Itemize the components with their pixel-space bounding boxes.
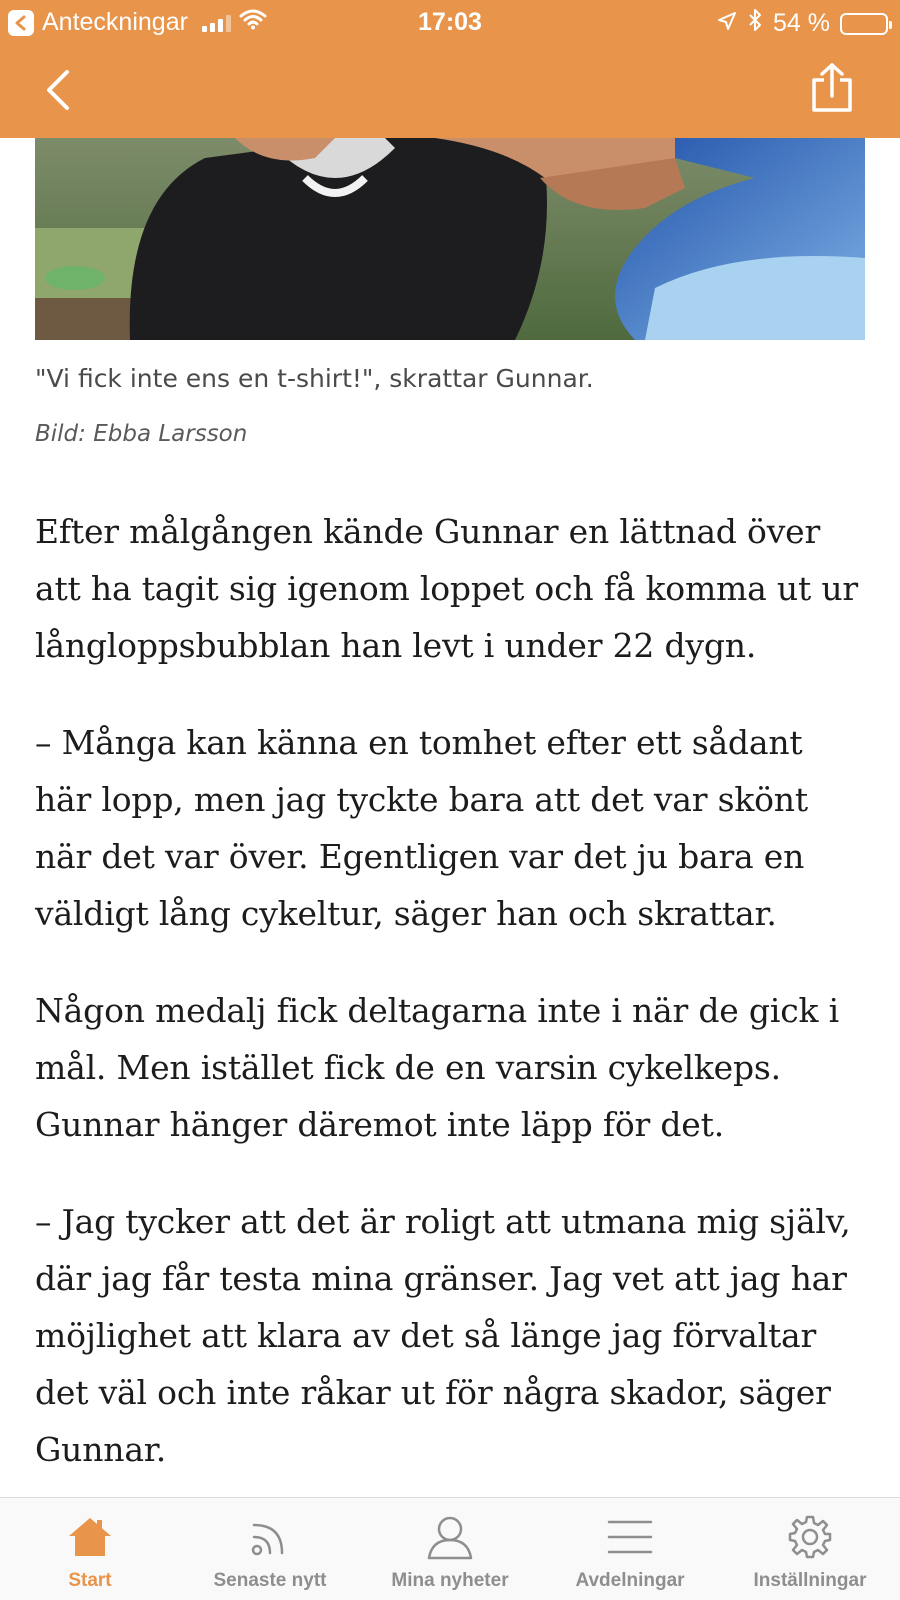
article-paragraph: – Jag tycker att det är roligt att utmana mig själv, där jag får testa mina gränser. Jag vet att jag har möjlighet att klara av det så länge jag förvaltar det väl och inte råkar ut för några skador, säger Gunnar.	[35, 1202, 851, 1469]
share-button[interactable]	[804, 58, 860, 118]
location-icon	[717, 9, 737, 38]
tab-start[interactable]	[0, 1498, 180, 1600]
home-icon	[67, 1512, 113, 1562]
photo-caption: "Vi fick inte ens en t-shirt!", skrattar Gunnar.	[35, 364, 594, 393]
back-app-label: Anteckningar	[42, 8, 188, 36]
tab-label: Mina nyheter	[391, 1570, 509, 1591]
back-button[interactable]	[36, 62, 80, 118]
tab-bar	[0, 1497, 900, 1600]
article-paragraph: – Många kan känna en tomhet efter ett sådant här lopp, men jag tyckte bara att det var skönt när det var över. Egentligen var det ju bara en väldigt lång cykeltur, säger han och skrattar.	[35, 723, 808, 933]
article-photo	[35, 138, 865, 340]
top-bar	[0, 0, 900, 138]
chevron-left-icon	[45, 68, 71, 112]
article-body	[35, 503, 865, 1518]
tab-label: Senaste nytt	[213, 1570, 327, 1591]
tab-avdelningar[interactable]	[540, 1498, 720, 1600]
tab-label: Avdelningar	[575, 1570, 685, 1591]
clock: 17:03	[418, 8, 482, 36]
feed-icon	[248, 1512, 292, 1562]
article-paragraph: Efter målgången kände Gunnar en lättnad över att ha tagit sig igenom loppet och få komma ut ur långloppsbubblan han levt i under 22 dygn.	[35, 512, 858, 665]
bluetooth-icon	[747, 8, 763, 39]
photo-credit: Bild: Ebba Larsson	[35, 421, 248, 447]
battery-percent: 54 %	[773, 9, 830, 37]
person-icon	[426, 1512, 474, 1562]
tab-installningar[interactable]	[720, 1498, 900, 1600]
tab-senaste-nytt[interactable]	[180, 1498, 360, 1600]
tab-label: Start	[68, 1570, 112, 1591]
tab-mina-nyheter[interactable]	[360, 1498, 540, 1600]
article-paragraph: Någon medalj fick deltagarna inte i när de gick i mål. Men istället fick de en varsin cykelkeps. Gunnar hänger däremot inte läpp för det.	[35, 991, 839, 1144]
status-right	[717, 8, 888, 39]
tab-label: Inställningar	[753, 1570, 867, 1591]
menu-icon	[607, 1512, 653, 1562]
share-icon	[810, 62, 854, 114]
gear-icon	[787, 1512, 833, 1562]
battery-icon	[840, 13, 888, 35]
status-bar	[0, 0, 900, 46]
